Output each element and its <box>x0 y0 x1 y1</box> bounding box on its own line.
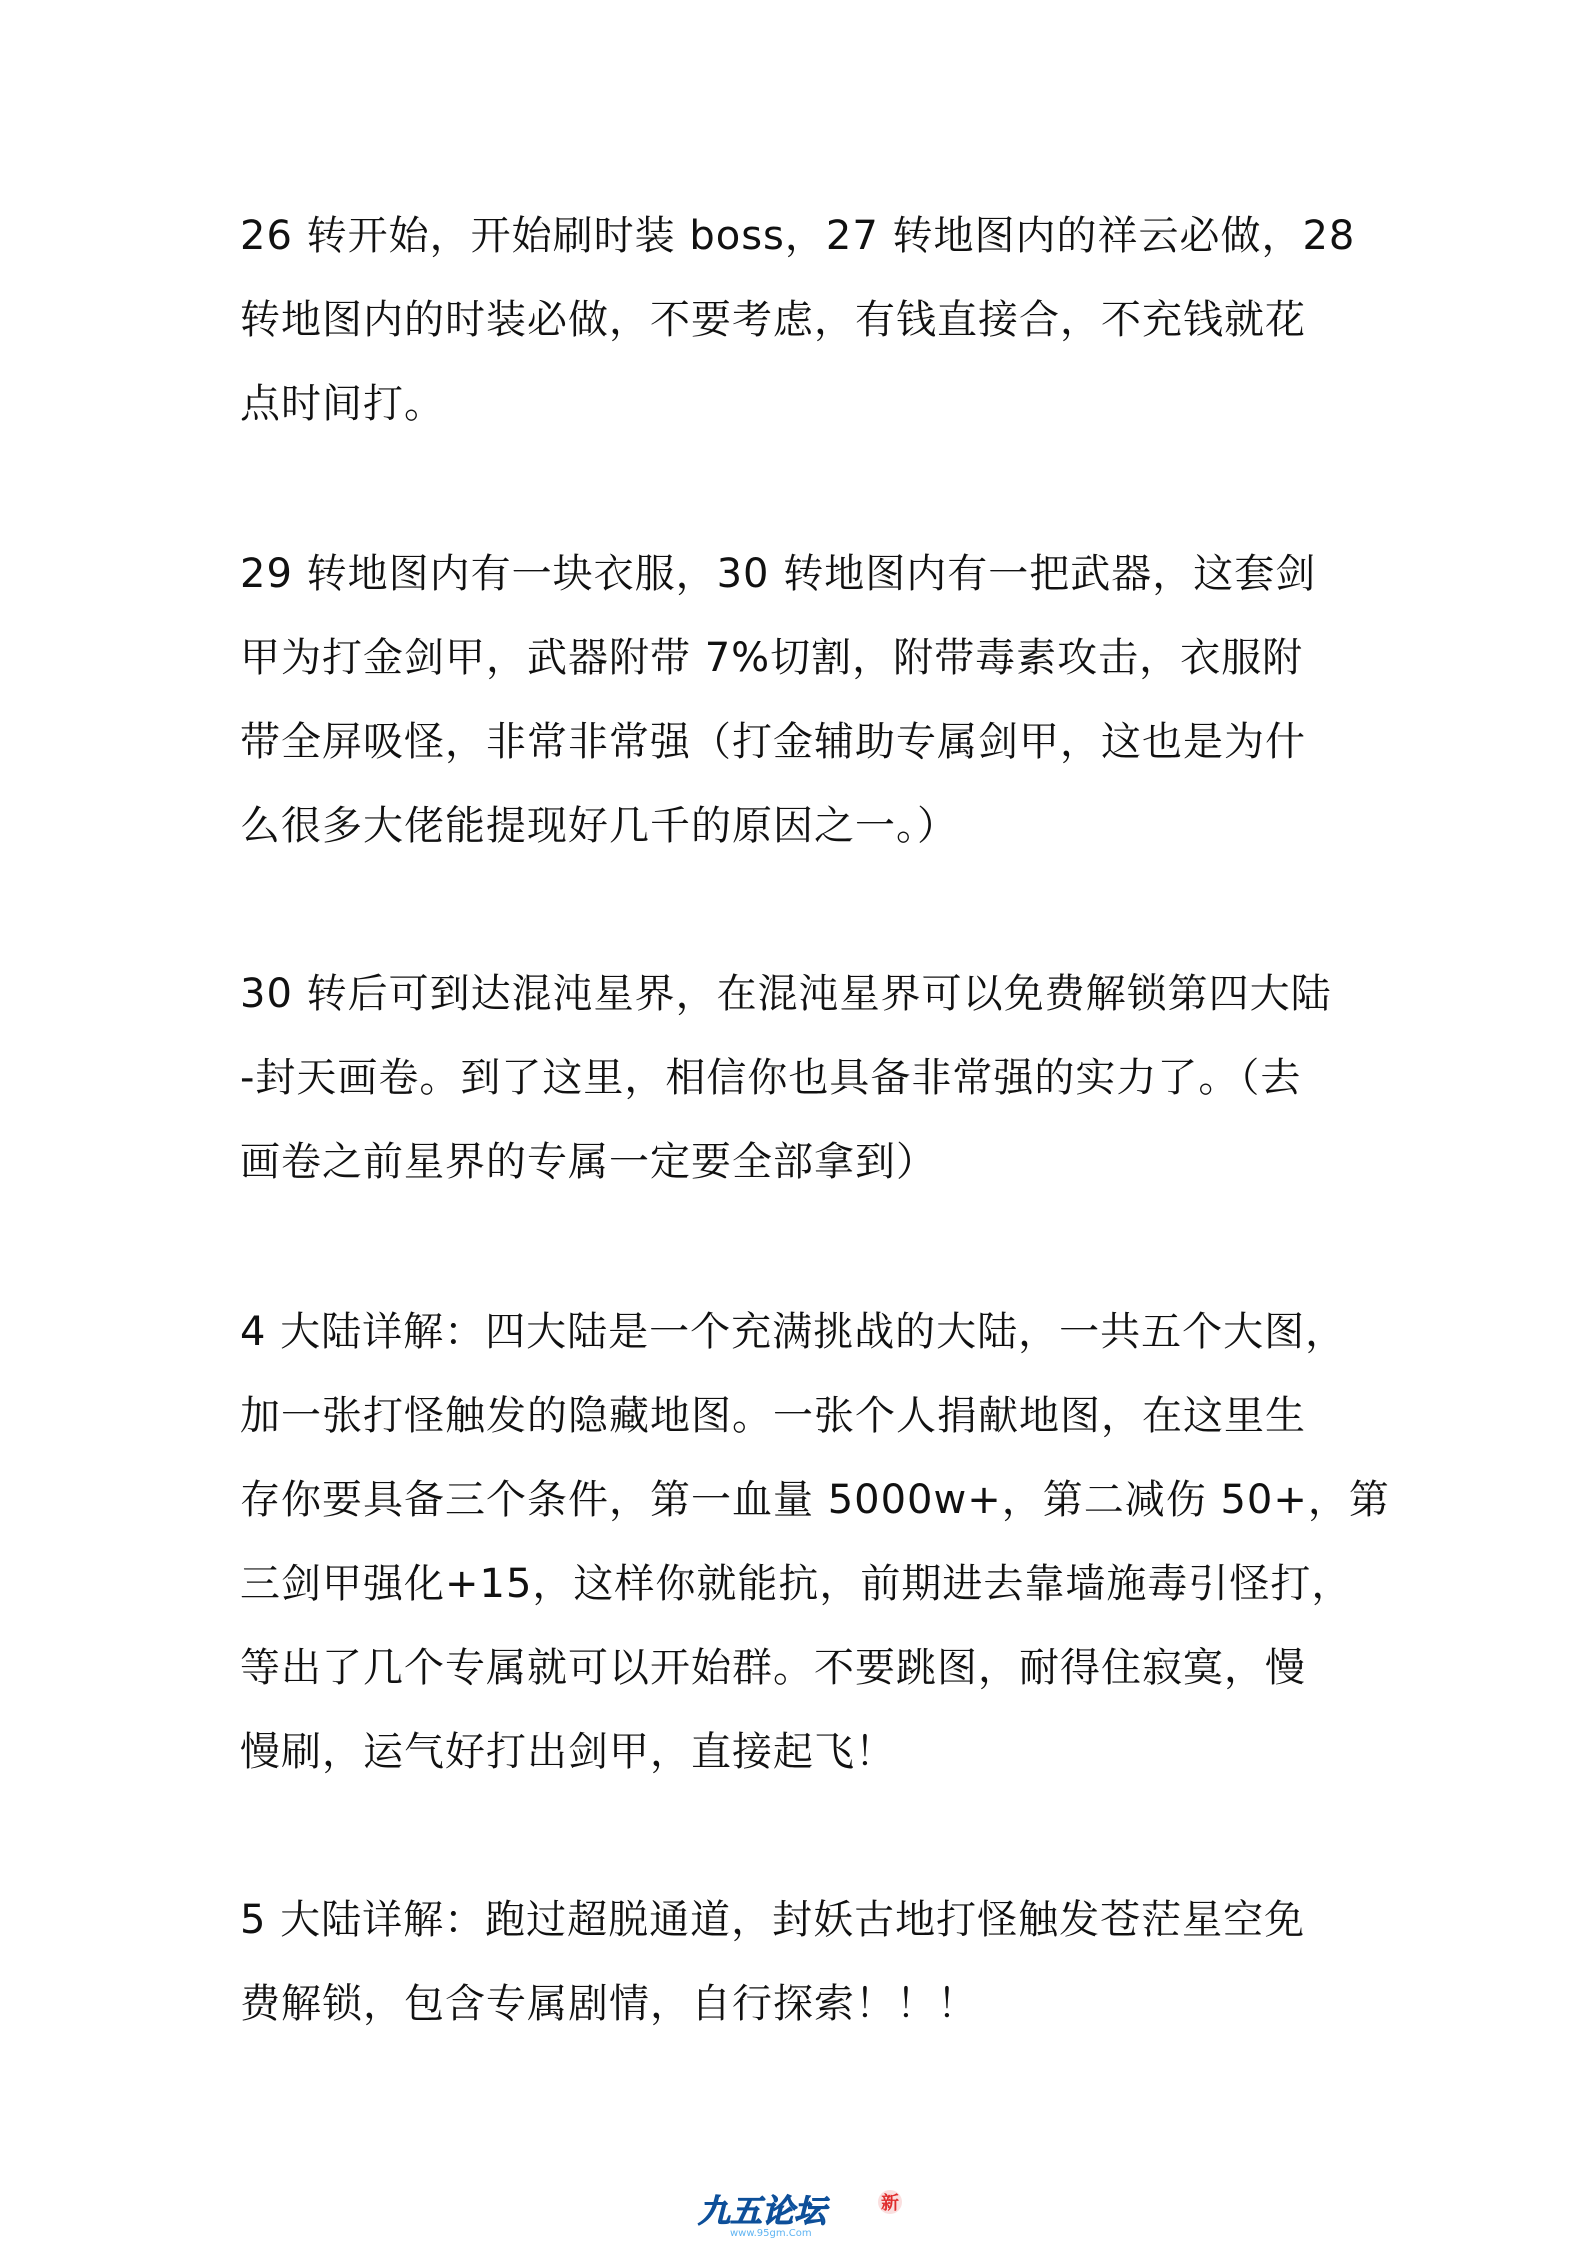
paragraph-2 <box>240 532 1360 868</box>
paragraph-line: 转地图内的时装必做，不要考虑，有钱直接合，不充钱就花 <box>240 297 1306 343</box>
paragraph-line: 等出了几个专属就可以开始群。不要跳图，耐得住寂寞，慢 <box>240 1645 1306 1691</box>
paragraph-line: 带全屏吸怪，非常非常强（打金辅助专属剑甲，这也是为什 <box>240 719 1306 765</box>
logo-url-text: www.95gm.Com <box>730 2228 812 2239</box>
paragraph-line: 三剑甲强化+15，这样你就能抗，前期进去靠墙施毒引怪打， <box>240 1561 1353 1607</box>
paragraph-line: 加一张打怪触发的隐藏地图。一张个人捐献地图，在这里生 <box>240 1393 1306 1439</box>
paragraph-line: 5 大陆详解：跑过超脱通道，封妖古地打怪触发苍茫星空免 <box>240 1897 1306 1943</box>
paragraph-line: 画卷之前星界的专属一定要全部拿到） <box>240 1139 937 1185</box>
paragraph-line: 慢刷，运气好打出剑甲，直接起飞！ <box>240 1729 896 1775</box>
paragraph-line: 30 转后可到达混沌星界，在混沌星界可以免费解锁第四大陆 <box>240 971 1332 1017</box>
paragraph-line: 么很多大佬能提现好几千的原因之一。） <box>240 803 958 849</box>
paragraph-line: 点时间打。 <box>240 381 445 427</box>
paragraph-4 <box>240 1290 1390 1794</box>
paragraph-3 <box>240 952 1360 1204</box>
paragraph-line: 29 转地图内有一块衣服，30 转地图内有一把武器，这套剑 <box>240 551 1317 597</box>
paragraph-line: 存你要具备三个条件，第一血量 5000w+，第二减伤 50+，第 <box>240 1477 1390 1523</box>
paragraph-line: 甲为打金剑甲，武器附带 7%切割，附带毒素攻击，衣服附 <box>240 635 1304 681</box>
paragraph-line: -封天画卷。到了这里，相信你也具备非常强的实力了。（去 <box>240 1055 1302 1101</box>
logo-text: 九五论坛 <box>698 2192 827 2230</box>
paragraph-line: 费解锁，包含专属剧情，自行探索！！！ <box>240 1981 978 2027</box>
forum-logo <box>690 2188 910 2240</box>
paragraph-1 <box>240 194 1360 446</box>
paragraph-5 <box>240 1878 1360 2046</box>
paragraph-line: 4 大陆详解：四大陆是一个充满挑战的大陆，一共五个大图， <box>240 1309 1347 1355</box>
logo-badge-text: 新 <box>881 2193 899 2214</box>
forum-logo-graphic <box>690 2188 910 2240</box>
paragraph-line: 26 转开始，开始刷时装 boss，27 转地图内的祥云必做，28 <box>240 213 1356 259</box>
